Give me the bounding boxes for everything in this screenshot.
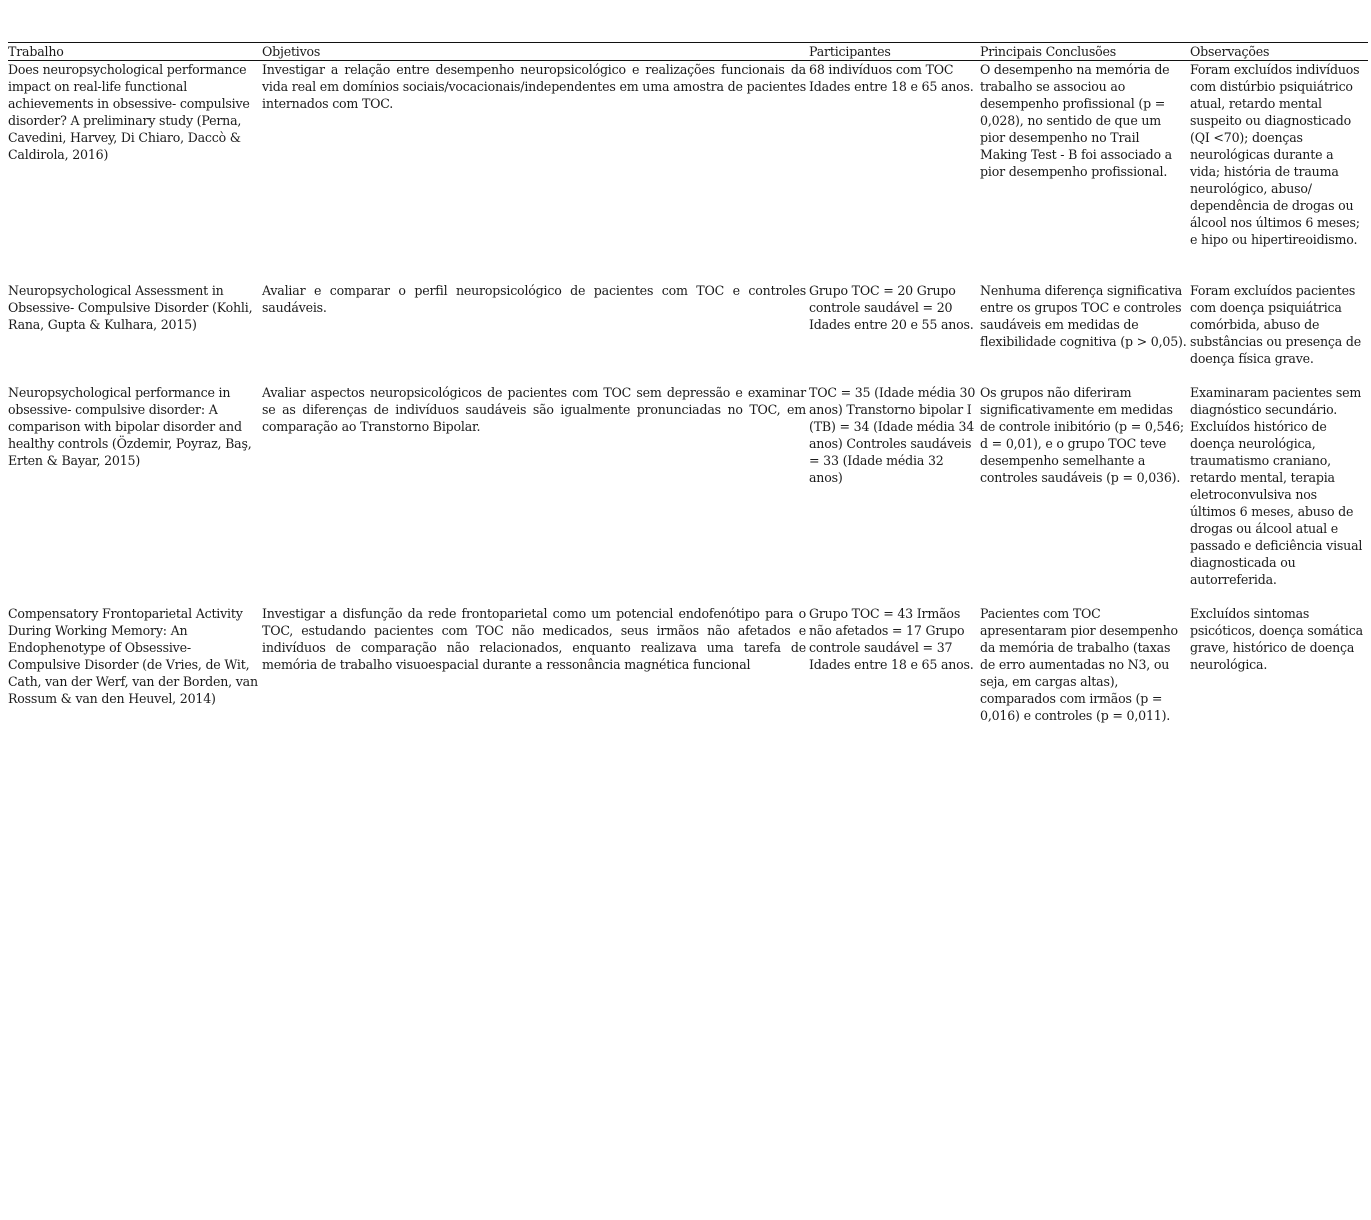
table-header-row (8, 43, 1368, 61)
cell-participants: 68 indivíduos com TOC Idades entre 18 e 65 anos. (809, 62, 974, 94)
cell-objectives: Investigar a disfunção da rede frontoparietal como um potencial endofenótipo para o TOC, estudando pacientes com TOC não medicados, seus irmãos não afetados e indivíduos de comparação não relacionados, enquanto realizava uma tarefa de memória de trabalho visuoespacial durante a ressonância magnética funcional (262, 605, 806, 672)
cell-observations: Foram excluídos indivíduos com distúrbio psiquiátrico atual, retardo mental suspeito ou diagnosticado (QI <70); doenças neurológicas durante a vida; história de trauma neurológico, abuso/ dependência de drogas ou álcool nos últimos 6 meses; e hipo ou hipertireoidismo. (1190, 62, 1360, 247)
table-row (8, 605, 1368, 724)
header-objectives: Objetivos (262, 44, 321, 59)
cell-objectives: Avaliar aspectos neuropsicológicos de pacientes com TOC sem depressão e examinar se as diferenças de indivíduos saudáveis são igualmente pronunciadas no TOC, em comparação ao Transtorno Bipolar. (262, 384, 806, 434)
cell-conclusions: O desempenho na memória de trabalho se associou ao desempenho profissional (p = 0,028), no sentido de que um pior desempenho no Trail Making Test - B foi associado a pior desempenho profissional. (980, 62, 1172, 179)
cell-conclusions: Os grupos não diferiram significativamente em medidas de controle inibitório (p = 0,546; d = 0,01), e o grupo TOC teve desempenho semelhante a controles saudáveis (p = 0,036). (980, 384, 1184, 485)
cell-work: Does neuropsychological performance impact on real-life functional achievements in obsessive- compulsive disorder? A preliminary study (Perna, Cavedini, Harvey, Di Chiaro, Daccò & Caldirola, 2016) (8, 62, 250, 162)
cell-work: Neuropsychological performance in obsessive- compulsive disorder: A comparison with bipolar disorder and healthy controls (Özdemir, Poyraz, Baş, Erten & Bayar, 2015) (8, 384, 252, 468)
cell-participants: TOC = 35 (Idade média 30 anos) Transtorno bipolar I (TB) = 34 (Idade média 34 anos) Controles saudáveis = 33 (Idade média 32 anos) (809, 384, 976, 485)
cell-work: Neuropsychological Assessment in Obsessive- Compulsive Disorder (Kohli, Rana, Gupta & Kulhara, 2015) (8, 282, 253, 332)
header-work: Trabalho (8, 44, 64, 59)
header-observations: Observações (1190, 44, 1270, 59)
cell-objectives: Avaliar e comparar o perfil neuropsicológico de pacientes com TOC e controles saudáveis. (262, 282, 806, 315)
cell-observations: Foram excluídos pacientes com doença psiquiátrica comórbida, abuso de substâncias ou presença de doença física grave. (1190, 282, 1361, 366)
cell-participants: Grupo TOC = 43 Irmãos não afetados = 17 Grupo controle saudável = 37 Idades entre 18 e 65 anos. (809, 605, 974, 672)
header-participants: Participantes (809, 44, 891, 59)
cell-observations: Examinaram pacientes sem diagnóstico secundário. Excluídos histórico de doença neurológica, traumatismo craniano, retardo mental, terapia eletroconvulsiva nos últimos 6 meses, abuso de drogas ou álcool atual e passado e deficiência visual diagnosticada ou autorreferida. (1190, 384, 1363, 587)
table-row (8, 61, 1368, 282)
studies-table (8, 42, 1368, 724)
cell-participants: Grupo TOC = 20 Grupo controle saudável = 20 Idades entre 20 e 55 anos. (809, 282, 974, 332)
cell-conclusions: Nenhuma diferença significativa entre os grupos TOC e controles saudáveis em medidas de flexibilidade cognitiva (p > 0,05). (980, 282, 1187, 349)
cell-observations: Excluídos sintomas psicóticos, doença somática grave, histórico de doença neurológica. (1190, 605, 1363, 672)
cell-objectives: Investigar a relação entre desempenho neuropsicológico e realizações funcionais da vida real em domínios sociais/vocacionais/independentes em uma amostra de pacientes internados com TOC. (262, 62, 806, 111)
cell-work: Compensatory Frontoparietal Activity During Working Memory: An Endophenotype of Obsessive- Compulsive Disorder (de Vries, de Wit, Cath, van der Werf, van der Borden, van Rossum & van den Heuvel, 2014) (8, 605, 258, 706)
table-row (8, 384, 1368, 605)
cell-conclusions: Pacientes com TOC apresentaram pior desempenho da memória de trabalho (taxas de erro aumentadas no N3, ou seja, em cargas altas), comparados com irmãos (p = 0,016) e controles (p = 0,011). (980, 605, 1178, 723)
header-conclusions: Principais Conclusões (980, 44, 1117, 59)
table-row (8, 282, 1368, 384)
